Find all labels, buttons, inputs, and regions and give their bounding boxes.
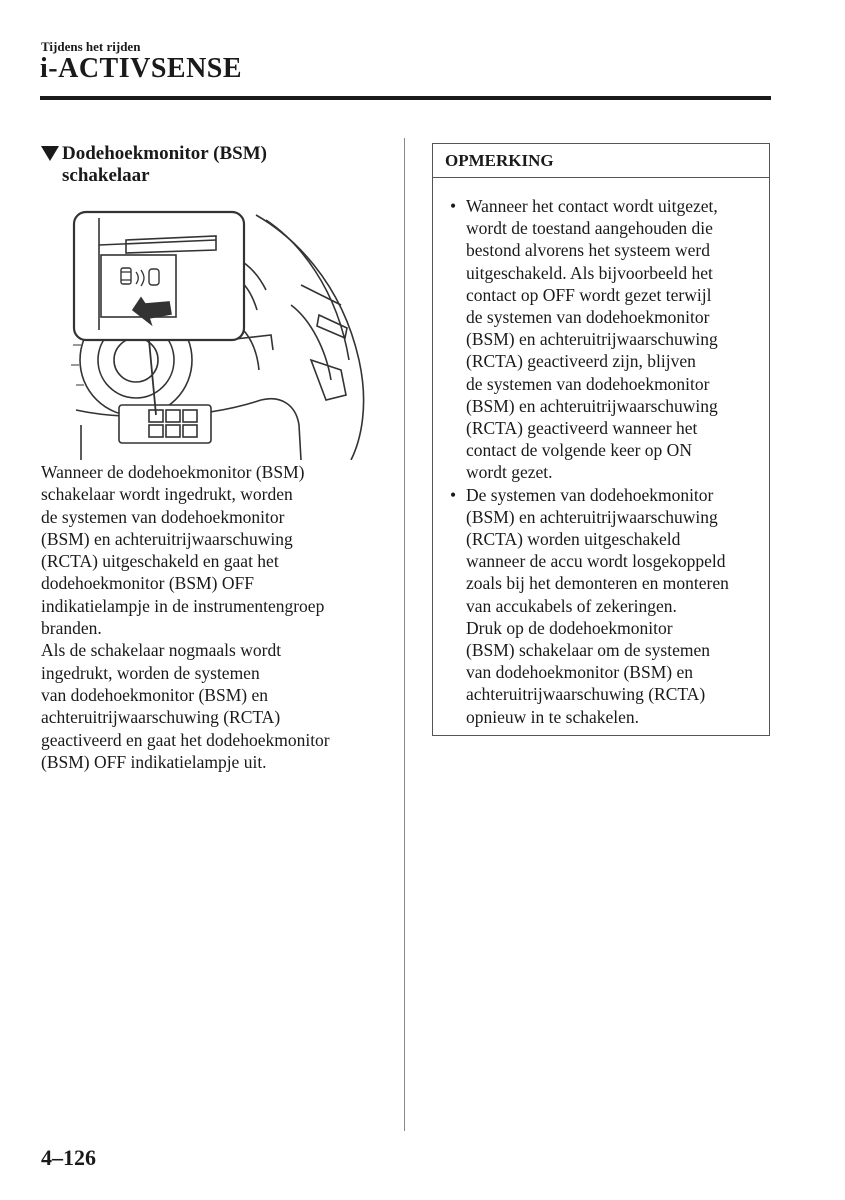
body-line: branden. <box>41 618 102 639</box>
body-line: geactiveerd en gaat het dodehoekmonitor <box>41 729 330 750</box>
body-line: Wanneer de dodehoekmonitor (BSM) <box>41 462 305 482</box>
body-line: de systemen van dodehoekmonitor <box>41 506 285 527</box>
note-line: wordt de toestand aangehouden die <box>466 218 713 239</box>
dashboard-illustration <box>41 210 371 460</box>
page-title: i-ACTIVSENSE <box>40 53 243 84</box>
note-line: De systemen van dodehoekmonitor <box>466 484 714 505</box>
note-line: Druk op de dodehoekmonitor <box>466 617 673 638</box>
note-line: de systemen van dodehoekmonitor <box>466 373 710 394</box>
note-box <box>432 143 770 736</box>
note-line: wanneer de accu wordt losgekoppeld <box>466 551 726 572</box>
section-heading <box>41 143 381 187</box>
section-heading-line: Dodehoekmonitor (BSM) <box>62 143 267 164</box>
body-line: schakelaar wordt ingedrukt, worden <box>41 484 293 505</box>
steering-hub <box>311 360 346 400</box>
triangle-marker-icon <box>41 146 59 161</box>
note-line: contact op OFF wordt gezet terwijl <box>466 284 712 305</box>
note-line: van accukabels of zekeringen. <box>466 595 677 616</box>
note-line: opnieuw in te schakelen. <box>466 706 640 727</box>
steering-wheel-inner <box>266 220 349 360</box>
body-line: (RCTA) uitgeschakeld en gaat het <box>41 551 279 572</box>
note-line: (BSM) en achteruitrijwaarschuwing <box>466 395 718 416</box>
title-rule <box>40 96 771 100</box>
note-item <box>433 195 769 484</box>
body-line: Als de schakelaar nogmaals wordt <box>41 640 282 661</box>
section-heading-line: schakelaar <box>62 165 150 186</box>
note-line: wordt gezet. <box>466 462 553 483</box>
body-line: (BSM) en achteruitrijwaarschuwing <box>41 528 293 549</box>
page-number: 4–126 <box>41 1145 96 1170</box>
note-line: (BSM) en achteruitrijwaarschuwing <box>466 506 718 527</box>
note-line: contact de volgende keer op ON <box>466 440 692 461</box>
note-item <box>433 484 769 728</box>
steering-spoke <box>291 305 331 380</box>
note-line: zoals bij het demonteren en monteren <box>466 573 729 594</box>
note-line: (RCTA) worden uitgeschakeld <box>466 529 681 550</box>
note-header: OPMERKING <box>433 144 769 178</box>
body-line: indikatielampje in de instrumentengroep <box>41 595 325 616</box>
note-line: Wanneer het contact wordt uitgezet, <box>466 196 718 216</box>
note-line: (RCTA) geactiveerd wanneer het <box>466 418 698 439</box>
note-line: uitgeschakeld. Als bijvoorbeeld het <box>466 262 713 283</box>
note-line: bestond alvorens het systeem werd <box>466 240 710 261</box>
column-divider <box>404 138 405 1131</box>
note-line: (BSM) schakelaar om de systemen <box>466 640 710 661</box>
body-line: dodehoekmonitor (BSM) OFF <box>41 573 254 594</box>
body-paragraph <box>41 461 391 773</box>
chapter-label: Tijdens het rijden <box>41 39 141 54</box>
bullet-icon: • <box>450 196 457 216</box>
body-line: (BSM) OFF indikatielampje uit. <box>41 751 267 772</box>
note-list <box>433 195 769 728</box>
note-line: (BSM) en achteruitrijwaarschuwing <box>466 329 718 350</box>
body-line: van dodehoekmonitor (BSM) en <box>41 684 268 705</box>
note-line: achteruitrijwaarschuwing (RCTA) <box>466 684 706 705</box>
bullet-icon: • <box>450 484 457 505</box>
body-line: achteruitrijwaarschuwing (RCTA) <box>41 707 281 728</box>
note-line: de systemen van dodehoekmonitor <box>466 307 710 328</box>
note-line: van dodehoekmonitor (BSM) en <box>466 662 693 683</box>
note-line: (RCTA) geactiveerd zijn, blijven <box>466 351 696 372</box>
body-line: ingedrukt, worden de systemen <box>41 662 260 683</box>
